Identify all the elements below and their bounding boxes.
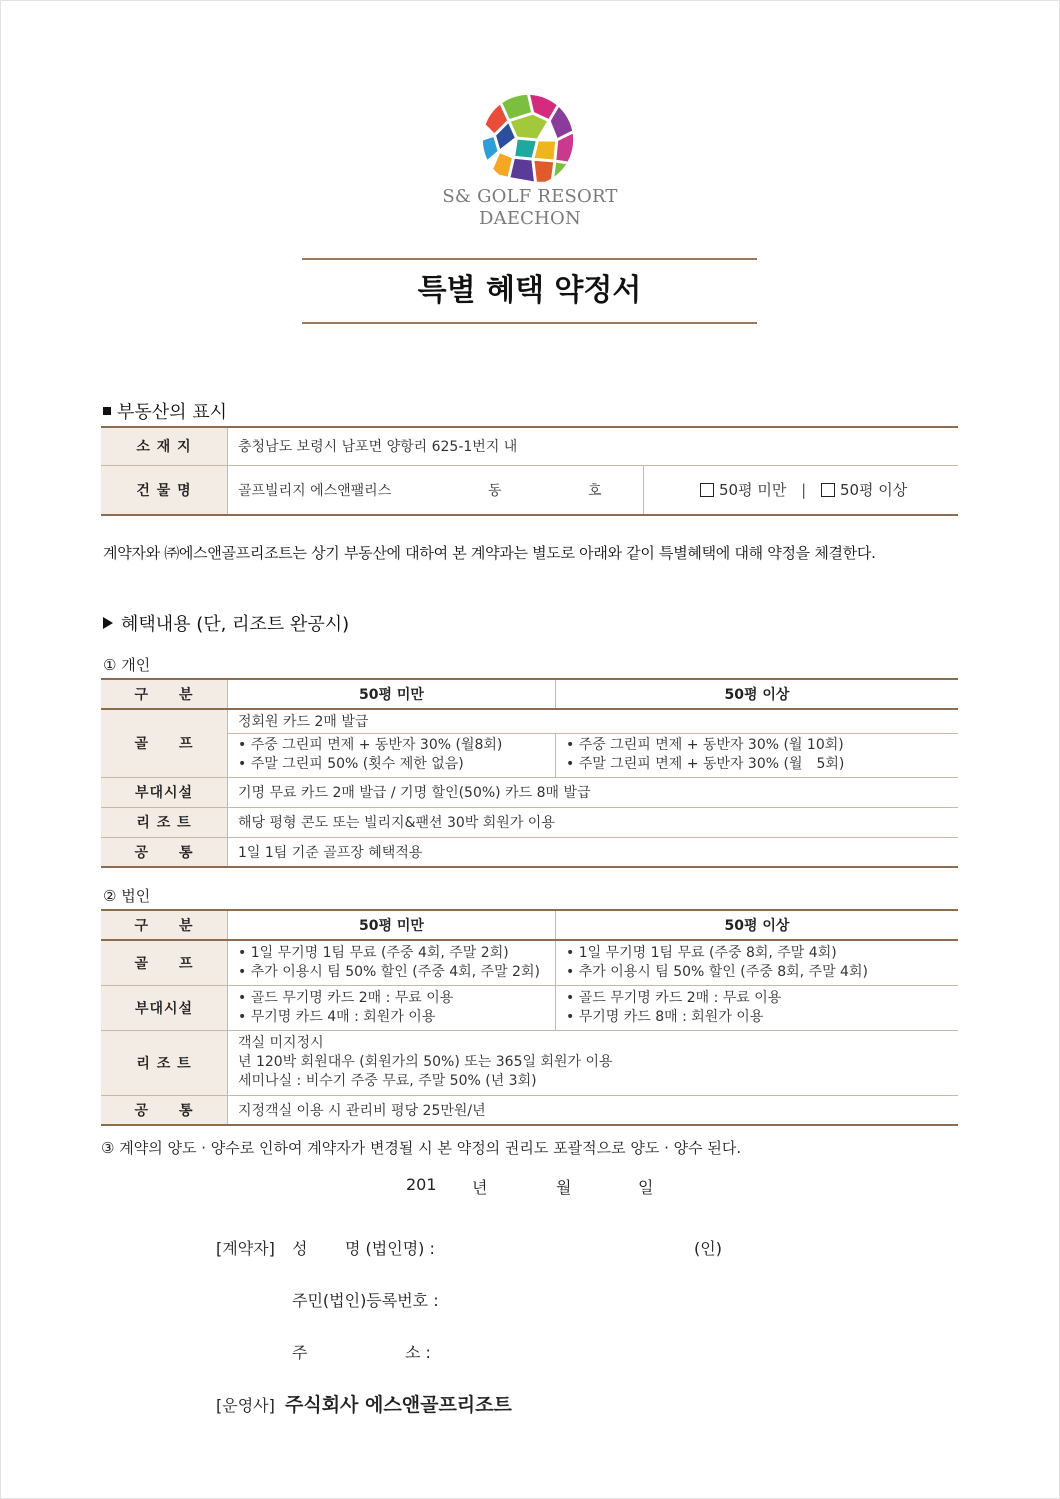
- corp-facility-label: 부대시설: [101, 985, 228, 1030]
- corp-facility-over-line: • 무기명 카드 8매 : 회원가 이용: [566, 1008, 764, 1025]
- document-title: 특별 혜택 약정서: [302, 258, 757, 324]
- intro-paragraph: 계약자와 ㈜에스앤골프리조트는 상기 부동산에 대하여 본 계약과는 별도로 아래와 같이 특별혜택에 대해 약정을 체결한다.: [103, 544, 876, 562]
- corp-facility-over: [556, 985, 959, 1030]
- corp-col-under: 50평 미만: [228, 910, 556, 940]
- location-label: 소 재 지: [101, 427, 228, 465]
- dong-label: 동: [488, 482, 502, 499]
- size-options: [644, 465, 959, 515]
- corp-common-value: 지정객실 이용 시 관리비 평당 25만원/년: [228, 1095, 959, 1125]
- corp-facility-under: [228, 985, 556, 1030]
- ind-col-under: 50평 미만: [228, 679, 556, 709]
- corp-golf-under: [228, 940, 556, 985]
- option-separator: |: [801, 481, 807, 500]
- corp-golf-under-line: • 1일 무기명 1팀 무료 (주중 4회, 주말 2회): [238, 944, 509, 961]
- ind-golf-under-line: • 주말 그린피 50% (횟수 제한 없음): [238, 756, 464, 772]
- corp-golf-over-line: • 추가 이용시 팀 50% 할인 (주중 8회, 주말 4회): [566, 963, 868, 980]
- address-label-a: 주: [292, 1343, 308, 1362]
- corporate-table: [101, 909, 958, 1126]
- option-over-50: 50평 이상: [839, 481, 908, 500]
- corp-resort-line: 세미나실 : 비수기 주중 무료, 주말 50% (년 3회): [238, 1073, 537, 1089]
- ind-col-over: 50평 이상: [556, 679, 959, 709]
- operator-name: 주식회사 에스앤골프리조트: [285, 1394, 512, 1416]
- ind-common-label: 공 통: [101, 837, 228, 867]
- corp-facility-over-line: • 골드 무기명 카드 2매 : 무료 이용: [566, 989, 782, 1006]
- corp-golf-under-line: • 추가 이용시 팀 50% 할인 (주중 4회, 주말 2회): [238, 963, 540, 980]
- contractor-tag: [계약자]: [216, 1239, 275, 1258]
- ind-resort-value: 해당 평형 콘도 또는 빌리지&팬션 30박 회원가 이용: [228, 807, 959, 837]
- ind-golf-common: 정회원 카드 2매 발급: [228, 709, 959, 733]
- corporate-heading: ② 법인: [103, 887, 151, 905]
- ind-col-category: 구 분: [101, 679, 228, 709]
- ind-facility-label: 부대시설: [101, 777, 228, 807]
- option-under-50: 50평 미만: [719, 481, 787, 500]
- corp-resort-value: [228, 1030, 959, 1095]
- corp-common-label: 공 통: [101, 1095, 228, 1125]
- date-year: 201: [406, 1175, 437, 1194]
- id-label: 주민(법인)등록번호 :: [292, 1291, 439, 1310]
- location-value: 충청남도 보령시 남포면 양항리 625-1번지 내: [228, 427, 959, 465]
- checkbox-over-50[interactable]: [821, 483, 835, 497]
- transfer-note: ③ 계약의 양도 · 양수로 인하여 계약자가 변경될 시 본 약정의 권리도 포괄적으로 양도 · 양수 된다.: [101, 1139, 742, 1157]
- triangle-bullet-icon: [103, 617, 113, 629]
- seal-mark: (인): [694, 1239, 722, 1258]
- corp-golf-over-line: • 1일 무기명 1팀 무료 (주중 8회, 주말 4회): [566, 944, 837, 961]
- corp-resort-line: 객실 미지정시: [238, 1035, 324, 1051]
- brand-line-1: S& GOLF RESORT: [442, 186, 618, 207]
- corp-golf-over: [556, 940, 959, 985]
- corp-resort-line: 년 120박 회원대우 (회원가의 50%) 또는 365일 회원가 이용: [238, 1054, 613, 1070]
- benefit-heading: 혜택내용 (단, 리조트 완공시): [103, 610, 349, 636]
- ind-golf-under-line: • 주중 그린피 면제 + 동반자 30% (월8회): [238, 737, 503, 753]
- corp-resort-label: 리 조 트: [101, 1030, 228, 1095]
- brand-line-2: DAECHON: [479, 208, 581, 229]
- individual-table: [101, 678, 958, 868]
- ind-golf-over-line: • 주말 그린피 면제 + 동반자 30% (월 5회): [566, 756, 845, 772]
- property-heading: 부동산의 표시: [103, 398, 227, 424]
- corp-golf-label: 골 프: [101, 940, 228, 985]
- name-label-a: 성: [292, 1239, 308, 1258]
- square-bullet-icon: [103, 407, 111, 415]
- date-year-unit: 년: [472, 1178, 488, 1197]
- corp-col-over: 50평 이상: [556, 910, 959, 940]
- resort-logo-icon: [480, 92, 576, 188]
- date-day-unit: 일: [638, 1178, 654, 1197]
- ind-resort-label: 리 조 트: [101, 807, 228, 837]
- individual-heading: ① 개인: [103, 656, 151, 674]
- operator-tag: [운영사]: [216, 1396, 275, 1415]
- building-value: 골프빌리지 에스앤팰리스: [238, 482, 392, 499]
- ind-golf-under: [228, 733, 556, 777]
- address-label-b: 소 :: [405, 1343, 431, 1362]
- building-label: 건 물 명: [101, 465, 228, 515]
- ind-common-value: 1일 1팀 기준 골프장 혜택적용: [228, 837, 959, 867]
- building-value-cell: [228, 465, 644, 515]
- ho-label: 호: [588, 482, 602, 499]
- corp-facility-under-line: • 무기명 카드 4매 : 회원가 이용: [238, 1008, 436, 1025]
- ind-facility-value: 기명 무료 카드 2매 발급 / 기명 할인(50%) 카드 8매 발급: [228, 777, 959, 807]
- ind-golf-over: [556, 733, 959, 777]
- checkbox-under-50[interactable]: [700, 483, 714, 497]
- corp-facility-under-line: • 골드 무기명 카드 2매 : 무료 이용: [238, 989, 454, 1006]
- date-month-unit: 월: [556, 1178, 572, 1197]
- property-table: [101, 426, 958, 516]
- ind-golf-label: 골 프: [101, 709, 228, 777]
- ind-golf-over-line: • 주중 그린피 면제 + 동반자 30% (월 10회): [566, 737, 844, 753]
- name-label-b: 명 (법인명) :: [345, 1239, 435, 1258]
- corp-col-category: 구 분: [101, 910, 228, 940]
